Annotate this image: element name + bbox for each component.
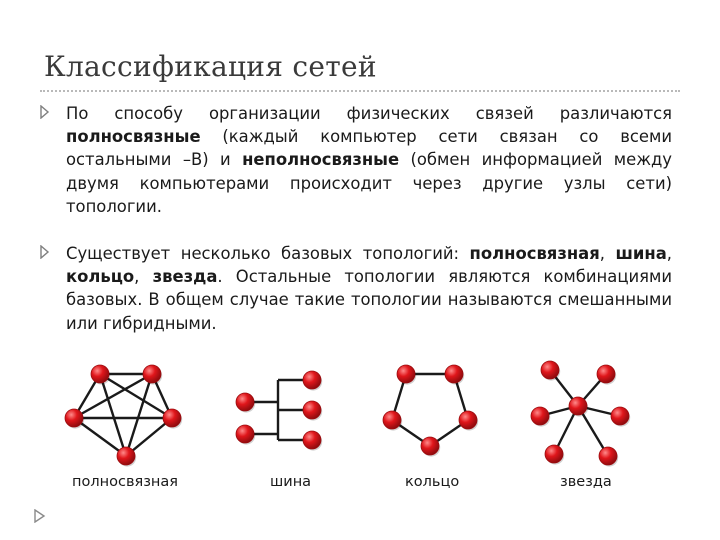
network-node bbox=[421, 437, 439, 455]
bold-term: полносвязная bbox=[469, 244, 600, 263]
bold-term: полносвязные bbox=[66, 127, 201, 147]
network-node bbox=[303, 431, 321, 449]
network-node bbox=[236, 425, 254, 443]
network-node bbox=[143, 365, 161, 383]
network-node bbox=[569, 397, 587, 415]
caption-star: звезда bbox=[560, 474, 612, 490]
bold-term: неполносвязные bbox=[242, 150, 400, 170]
link-line bbox=[392, 374, 468, 446]
network-node bbox=[445, 365, 463, 383]
text-run: (каждый компьютер сети связан со всеми остальными –B) и bbox=[66, 127, 672, 170]
bullet-triangle-icon bbox=[40, 245, 56, 265]
network-node bbox=[91, 365, 109, 383]
slide-title: Классификация сетей bbox=[44, 50, 377, 83]
bold-term: шина bbox=[615, 244, 667, 263]
network-node bbox=[611, 407, 629, 425]
bullet-text-base-topologies bbox=[66, 242, 672, 335]
text-run: (обмен информацией между двумя компьютерами происходит через другие узлы сети) топологии. bbox=[66, 150, 673, 216]
text-run: , bbox=[666, 244, 673, 263]
bold-term: звезда bbox=[152, 267, 218, 287]
network-node bbox=[599, 447, 617, 465]
bullet-triangle-icon bbox=[40, 105, 56, 125]
network-node bbox=[397, 365, 415, 383]
network-node bbox=[383, 411, 401, 429]
topology-full-mesh-diagram bbox=[60, 360, 190, 470]
topology-ring-diagram bbox=[378, 360, 478, 460]
network-node bbox=[531, 407, 549, 425]
title-divider bbox=[40, 90, 680, 92]
caption-full-mesh: полносвязная bbox=[72, 474, 179, 490]
network-node bbox=[541, 361, 559, 379]
corner-triangle-icon bbox=[34, 508, 46, 527]
topology-star-diagram bbox=[528, 358, 633, 468]
network-node bbox=[65, 409, 83, 427]
topology-bus-diagram bbox=[230, 368, 330, 458]
text-run: По способу организации физических связей различаются bbox=[66, 104, 672, 123]
bullet-text-physical-links bbox=[66, 102, 672, 218]
text-run: . Остальные топологии являются комбинациями базовых. В общем случае такие топологии называются смешанными или гибридными. bbox=[66, 267, 673, 333]
bold-term: кольцо bbox=[66, 267, 135, 287]
text-run: , bbox=[134, 267, 153, 287]
network-node bbox=[597, 365, 615, 383]
network-node bbox=[303, 371, 321, 389]
network-node bbox=[163, 409, 181, 427]
text-run: , bbox=[599, 244, 616, 263]
text-run: Существует несколько базовых топологий: bbox=[66, 244, 470, 263]
caption-bus: шина bbox=[270, 474, 312, 490]
network-node bbox=[545, 445, 563, 463]
network-node bbox=[236, 393, 254, 411]
network-node bbox=[117, 447, 135, 465]
caption-ring: кольцо bbox=[405, 474, 460, 490]
network-node bbox=[459, 411, 477, 429]
network-node bbox=[303, 401, 321, 419]
